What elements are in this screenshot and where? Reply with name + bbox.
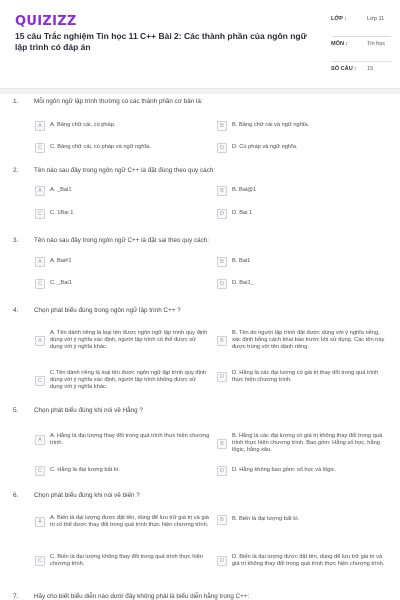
question-text: Tên nào sau đây trong ngôn ngữ C++ là đặt sai theo quy cách: — [34, 237, 210, 244]
option-a[interactable] — [35, 515, 210, 529]
question-text: Chọn phát biểu đúng khi nói về Hằng ? — [34, 407, 143, 414]
option-text: D. Hằng là các đại lượng có giá trị thay đổi trong quá trình thực hiện chương trình. — [232, 370, 379, 384]
question-number: 2. — [13, 167, 19, 174]
meta-class-label: LỚP : — [331, 16, 347, 22]
meta-class-value: Lớp 11 — [367, 16, 385, 22]
option-text: D. Bai1_ — [232, 280, 254, 287]
option-d[interactable] — [217, 370, 387, 384]
option-letter-badge: B — [217, 515, 227, 525]
option-b[interactable] — [217, 330, 387, 352]
option-letter-badge: A — [35, 186, 45, 196]
option-d[interactable] — [217, 279, 387, 289]
question-number: 1. — [13, 98, 19, 105]
option-letter-badge: B — [217, 439, 227, 449]
option-text: D. Bai 1 — [232, 210, 253, 217]
worksheet-title: 15 câu Trắc nghiệm Tin học 11 C++ Bài 2: Các thành phần của ngôn ngữ lập trình có đáp án — [15, 31, 307, 52]
option-text: A. _Bai1 — [50, 187, 72, 194]
option-b[interactable] — [217, 186, 387, 196]
option-letter-badge: A — [35, 517, 45, 527]
option-c[interactable] — [35, 370, 210, 392]
option-d[interactable] — [217, 143, 387, 153]
option-letter-badge: C — [35, 466, 45, 476]
option-b[interactable] — [217, 433, 387, 455]
option-text: A. Tên dành riêng là loại tên được ngôn ngữ lập trình quy định dùng với ý nghĩa xác định, người lập trình có thể được sử dụng với ý nghĩa khác. — [50, 330, 208, 351]
option-letter-badge: D — [217, 143, 227, 153]
option-text: A. Bảng chữ cái, cú pháp. — [50, 122, 116, 129]
option-letter-badge: D — [217, 209, 227, 219]
question-text: Mỗi ngôn ngữ lập trình thường có các thành phần cơ bản là: — [34, 98, 203, 105]
worksheet-header — [0, 0, 400, 88]
question-number: 3. — [13, 237, 19, 244]
option-text: A. Biến là đại lượng được đặt tên, dùng để lưu trữ giá trị và giá trị có thể được thay đổi trong quá trình thực hiện chương trình. — [50, 515, 209, 529]
option-letter-badge: A — [35, 257, 45, 267]
option-text: C. Hằng là đại lượng bất kì. — [50, 467, 120, 474]
option-text: D. Hằng không bao gồm: số học và lôgic. — [232, 467, 337, 474]
option-c[interactable] — [35, 143, 210, 153]
option-letter-badge: B — [217, 121, 227, 131]
option-letter-badge: D — [217, 466, 227, 476]
option-a[interactable] — [35, 121, 210, 131]
option-letter-badge: B — [217, 336, 227, 346]
option-letter-badge: D — [217, 279, 227, 289]
option-text: B. Biến là đại lượng bất kì. — [232, 516, 300, 523]
meta-divider — [331, 36, 391, 37]
option-a[interactable] — [35, 257, 210, 267]
option-letter-badge: D — [217, 556, 227, 566]
option-b[interactable] — [217, 257, 387, 267]
header-divider — [0, 88, 400, 94]
option-letter-badge: A — [35, 121, 45, 131]
option-text: C. Biến là đại lượng không thay đổi trong quá trình thực hiện chương trình. — [50, 554, 203, 568]
question-number: 5. — [13, 407, 19, 414]
option-letter-badge: B — [217, 186, 227, 196]
option-d[interactable] — [217, 209, 387, 219]
option-letter-badge: C — [35, 279, 45, 289]
option-letter-badge: C — [35, 143, 45, 153]
option-c[interactable] — [35, 279, 210, 289]
question-number: 6. — [13, 492, 19, 499]
option-c[interactable] — [35, 554, 210, 568]
option-letter-badge: C — [35, 556, 45, 566]
option-letter-badge: A — [35, 336, 45, 346]
option-text: B. Tên do người lập trình đặt được dùng với ý nghĩa riêng, xác định bằng cách khai báo trước khi sử dụng. Các tên này được trùng với tên dành riêng. — [232, 330, 385, 351]
option-d[interactable] — [217, 466, 387, 476]
option-text: C. _Bai1 — [50, 280, 72, 287]
option-a[interactable] — [35, 433, 210, 447]
question-text: Hãy cho biết biểu diễn nào dưới đây không phải là biểu diễn hằng trong C++: — [34, 593, 250, 600]
option-c[interactable] — [35, 466, 210, 476]
option-a[interactable] — [35, 186, 210, 196]
question-text: Tên nào sau đây trong ngôn ngữ C++ là đặt đúng theo quy cách: — [34, 167, 216, 174]
option-b[interactable] — [217, 121, 387, 131]
meta-subject-value: Tin học — [367, 41, 386, 47]
meta-count-label: SỐ CÂU : — [331, 66, 357, 72]
meta-divider — [331, 61, 391, 62]
question-number: 7. — [13, 593, 19, 600]
option-text: D. Biến là đại lượng được đặt tên, dùng để lưu trữ giá trị và giá trị không thay đổi trong quá trình thực hiện chương trình. — [232, 554, 385, 568]
option-text: A. Hằng là đại lượng thay đổi trong quá trình thực hiện chương trình. — [50, 433, 210, 447]
option-text: C.Tên dành riêng là loại tên được ngôn ngữ lập trình quy định dùng với ý nghĩa xác định, người lập trình không được sử dụng với ý nghĩa khác. — [50, 370, 207, 391]
option-letter-badge: C — [35, 209, 45, 219]
option-letter-badge: B — [217, 257, 227, 267]
quizizz-logo[interactable]: QUIZIZZ — [15, 14, 77, 29]
option-text: C. 1Bai 1 — [50, 210, 74, 217]
option-letter-badge: D — [217, 372, 227, 382]
option-text: C. Bảng chữ cái, cú pháp và ngữ nghĩa. — [50, 144, 151, 151]
option-d[interactable] — [217, 554, 387, 568]
option-a[interactable] — [35, 330, 210, 352]
option-text: B. Hằng là các đại lượng có giá trị không thay đổi trong quá trình thực hiện chương trình. Bao gồm: Hằng số học, hằng lôgic, hằng xâu. — [232, 433, 383, 454]
meta-subject-label: MÔN : — [331, 41, 348, 47]
option-text: B. Bai1 — [232, 258, 251, 265]
question-number: 4. — [13, 307, 19, 314]
option-text: B. Bai@1 — [232, 187, 257, 194]
option-c[interactable] — [35, 209, 210, 219]
option-text: A. Bai#1 — [50, 258, 72, 265]
option-b[interactable] — [217, 515, 387, 525]
option-text: B. Bảng chữ cái và ngữ nghĩa. — [232, 122, 310, 129]
option-letter-badge: C — [35, 376, 45, 386]
question-text: Chọn phát biểu đúng khi nói về biến ? — [34, 492, 140, 499]
option-letter-badge: A — [35, 435, 45, 445]
option-text: D. Cú pháp và ngữ nghĩa. — [232, 144, 298, 151]
question-text: Chọn phát biểu đúng trong ngôn ngữ lập trình C++ ? — [34, 307, 181, 314]
meta-count-value: 15 — [367, 66, 374, 72]
